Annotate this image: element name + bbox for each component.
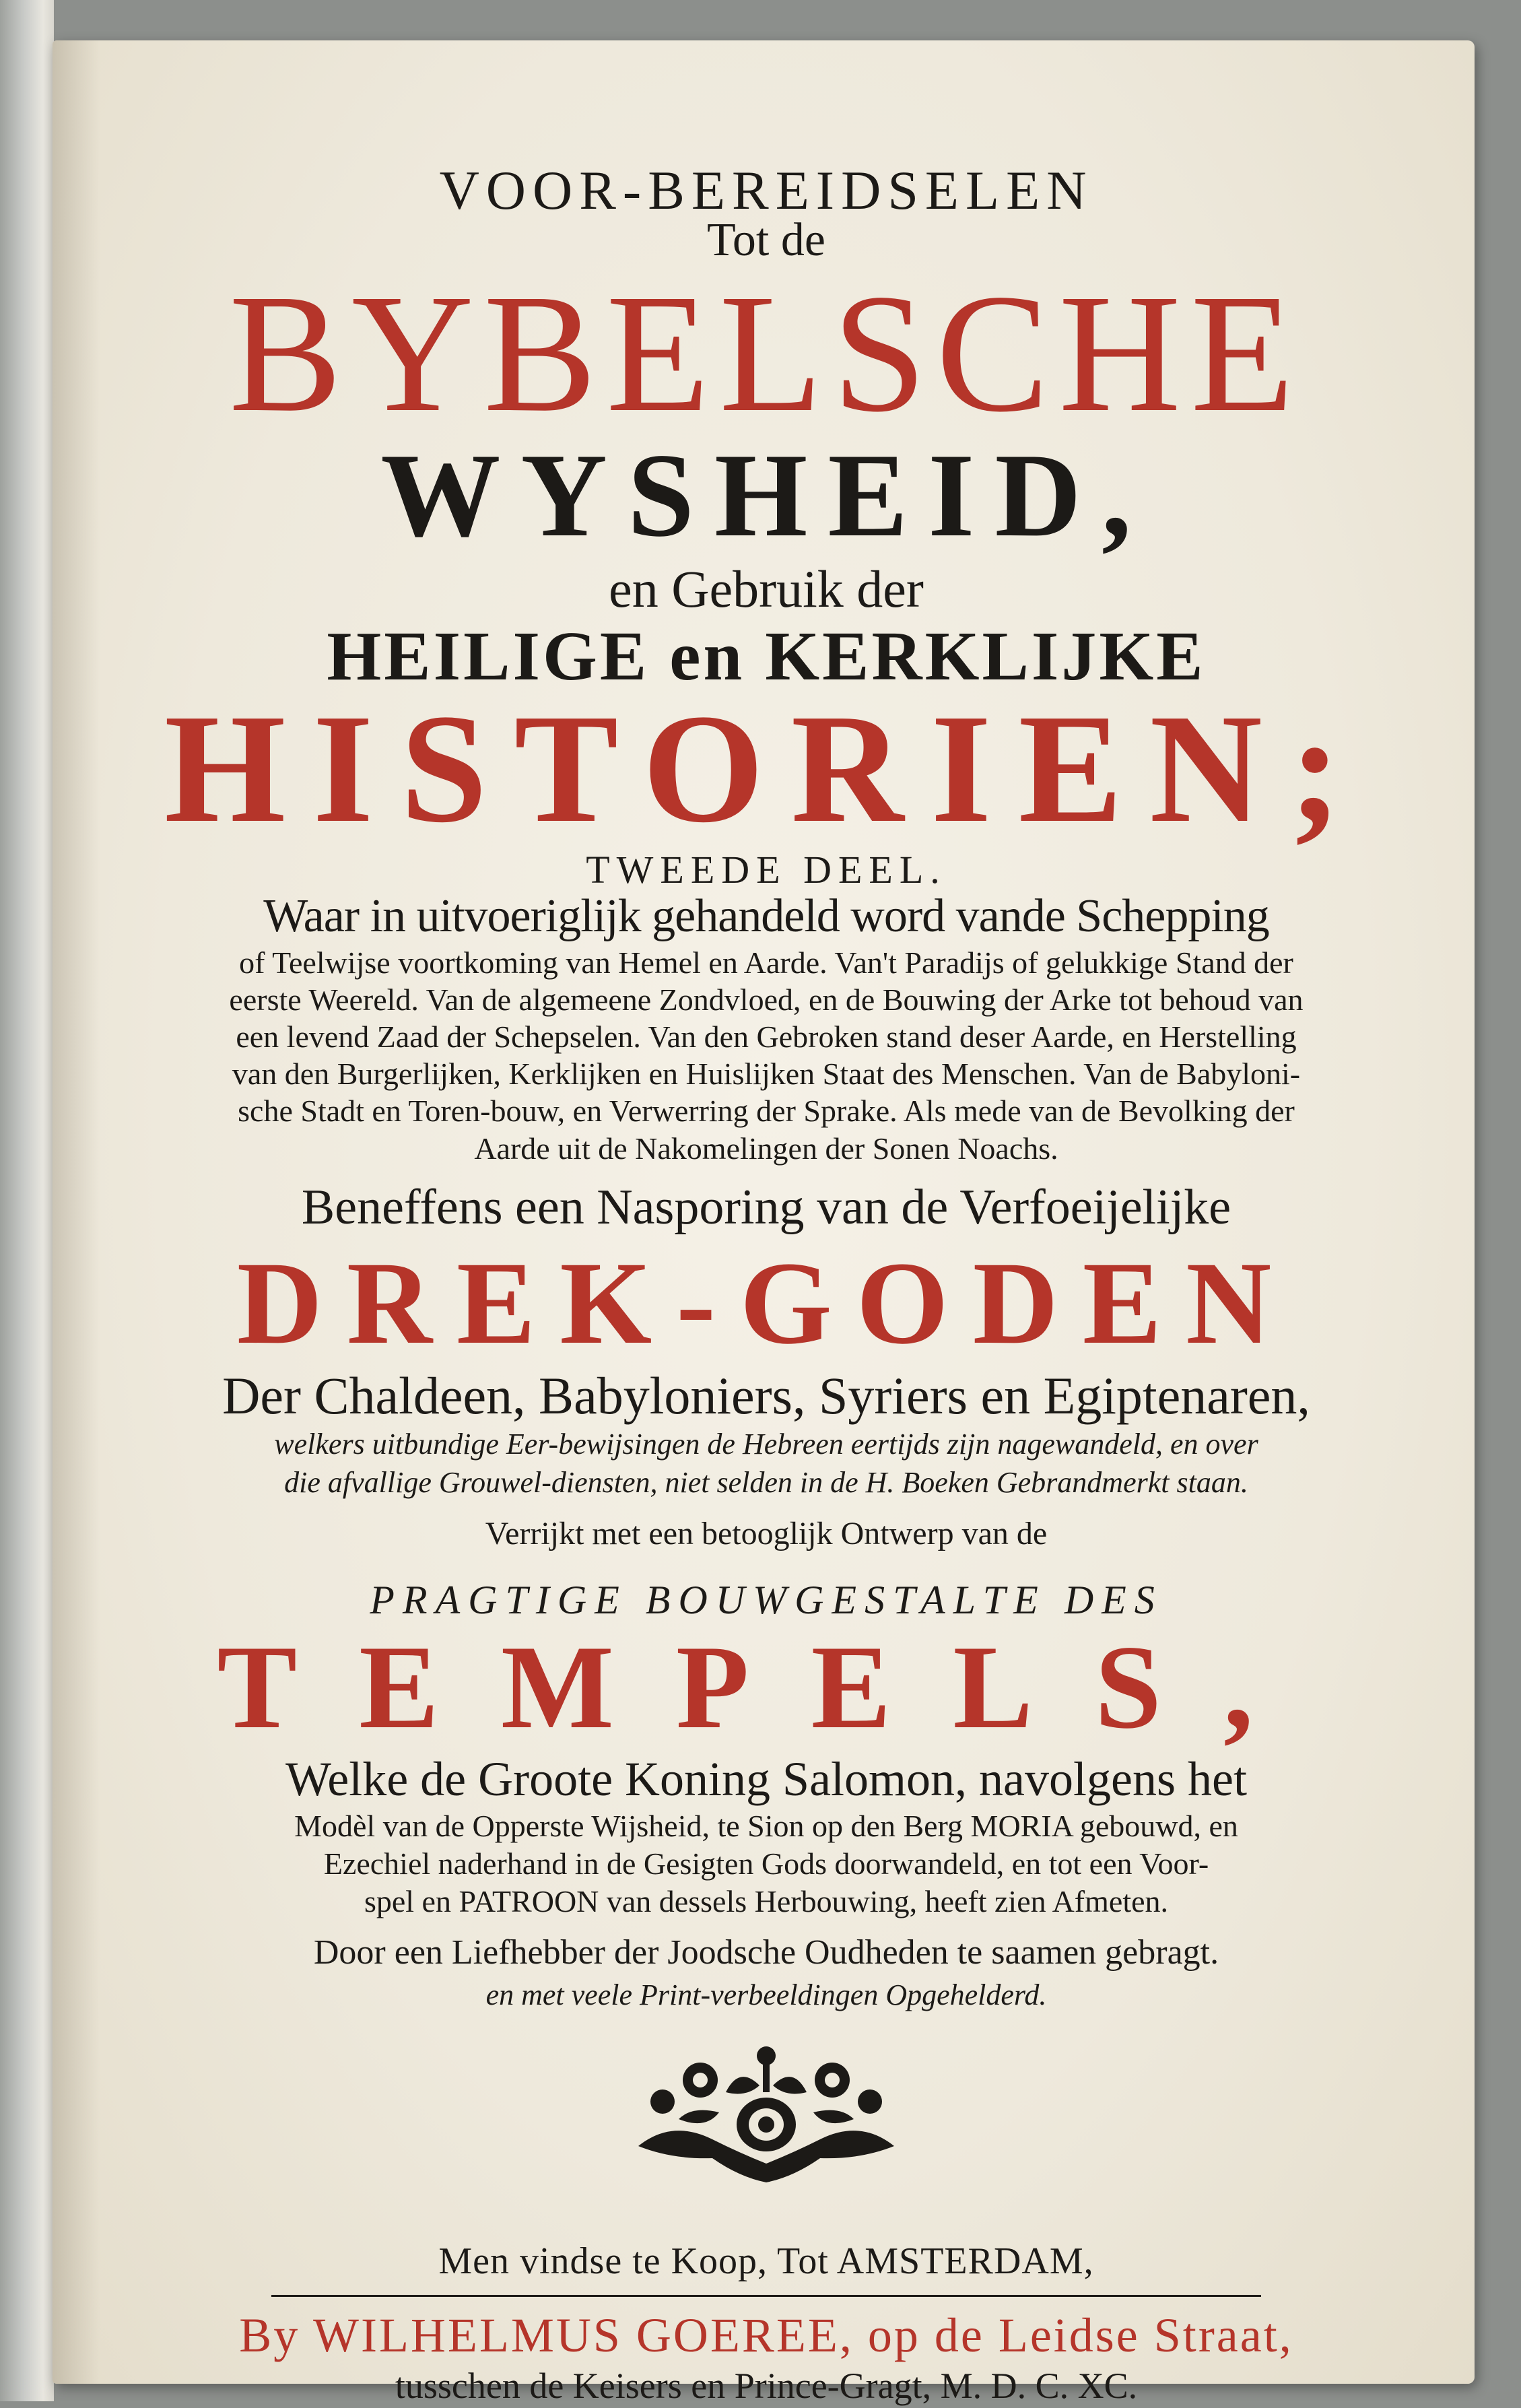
- title-page: [53, 40, 1475, 2407]
- description-line: van den Burgerlijken, Kerklijken en Huislijken Staat des Menschen. Van de Babyloni-: [232, 1057, 1301, 1092]
- heading-en-gebruik-der: en Gebruik der: [609, 560, 924, 619]
- model-line: Modèl van de Opperste Wijsheid, te Sion op den Berg MORIA gebouwd, en: [294, 1809, 1238, 1844]
- book-binding-edge: [0, 0, 54, 2401]
- subheading-chaldeen: Der Chaldeen, Babyloniers, Syriers en Egiptenaren,: [222, 1366, 1310, 1426]
- heading-pragtige-bouwgestalte: PRAGTIGE BOUWGESTALTE DES: [370, 1577, 1163, 1622]
- heading-tempels: TEMPELS,: [217, 1619, 1316, 1753]
- subheading-waar-in: Waar in uitvoeriglijk gehandeld word vande Schepping: [263, 890, 1269, 943]
- heading-tot-de: Tot de: [707, 214, 825, 267]
- title-page-text: [133, 162, 1399, 2408]
- model-paragraph: [228, 1807, 1305, 1920]
- imprint-rule: [271, 2295, 1261, 2297]
- imprint-address-date: tusschen de Keisers en Prince-Gragt, M. D. C. XC.: [395, 2366, 1138, 2407]
- page-gutter-shadow: [53, 40, 100, 2384]
- model-line: spel en PATROON van dessels Herbouwing, heeft zien Afmeten.: [364, 1884, 1169, 1919]
- heading-drek-goden: DREK-GODEN: [236, 1237, 1296, 1369]
- italic-line-welkers: welkers uitbundige Eer-bewijsingen de Hebreen eertijds zijn nagewandeld, en over: [274, 1428, 1258, 1461]
- subheading-beneffens: Beneffens een Nasporing van de Verfoeijelijke: [301, 1179, 1231, 1235]
- description-line: sche Stadt en Toren-bouw, en Verwerring der Sprake. Als mede van de Bevolking der: [238, 1094, 1295, 1129]
- line-verrijkt: Verrijkt met een betooglijk Ontwerp van de: [485, 1516, 1048, 1552]
- heading-voor-bereidselen: VOOR-BEREIDSELEN: [439, 160, 1093, 221]
- floral-ornament-icon: [625, 2045, 908, 2186]
- description-paragraph: [197, 944, 1335, 1167]
- imprint-men-vindse: Men vindse te Koop, Tot AMSTERDAM,: [438, 2240, 1094, 2283]
- description-line: een levend Zaad der Schepselen. Van den Gebroken stand deser Aarde, en Herstelling: [236, 1019, 1297, 1054]
- description-line: eerste Weereld. Van de algemeene Zondvloed, en de Bouwing der Arke tot behoud van: [229, 982, 1304, 1017]
- heading-heilige-kerklijke: HEILIGE en KERKLIJKE: [327, 617, 1206, 695]
- heading-wysheid: WYSHEID,: [380, 428, 1152, 562]
- model-line: Ezechiel naderhand in de Gesigten Gods doorwandeld, en tot een Voor-: [323, 1846, 1209, 1881]
- italic-line-die-afvallige: die afvallige Grouwel-diensten, niet selden in de H. Boeken Gebrandmerkt staan.: [284, 1466, 1248, 1500]
- subheading-welke: Welke de Groote Koning Salomon, navolgens het: [285, 1751, 1247, 1806]
- imprint-printer: By WILHELMUS GOEREE, op de Leidse Straat,: [239, 2308, 1293, 2363]
- heading-bybelsche: BYBELSCHE: [228, 259, 1304, 448]
- heading-historien: HISTORIEN;: [164, 682, 1369, 856]
- line-door-een-liefhebber: Door een Liefhebber der Joodsche Oudheden te saamen gebragt.: [313, 1933, 1219, 1972]
- italic-line-en-met-veele: en met veele Print-verbeeldingen Opgehelderd.: [485, 1978, 1047, 2012]
- subheading-tweede-deel: TWEEDE DEEL.: [586, 848, 947, 892]
- description-line: of Teelwijse voortkoming van Hemel en Aarde. Van't Paradijs of gelukkige Stand der: [239, 945, 1293, 980]
- description-line: Aarde uit de Nakomelingen der Sonen Noachs.: [474, 1131, 1058, 1166]
